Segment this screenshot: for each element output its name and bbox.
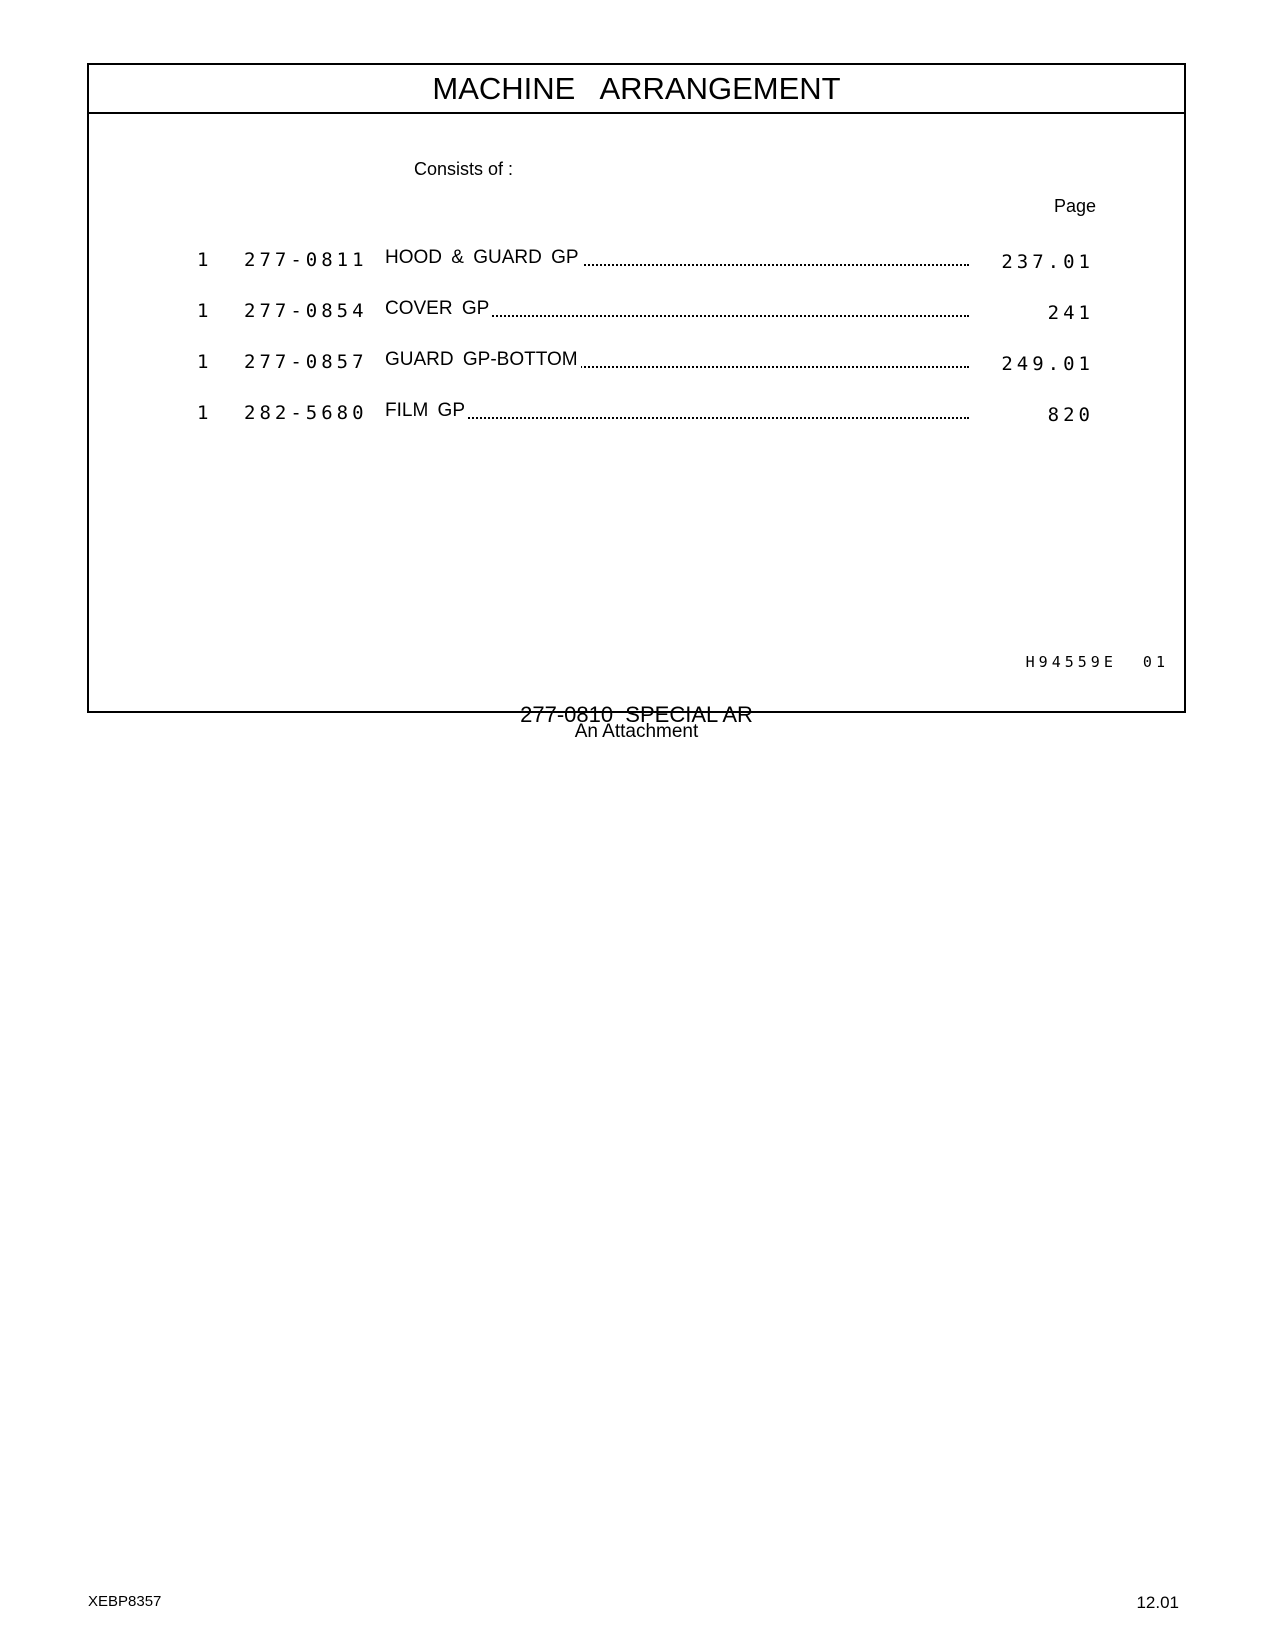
arrangement-frame [87,63,1186,713]
page-column-header: Page [1054,196,1097,216]
item-description-line [385,247,969,271]
item-part-number: 277-0857 [244,351,368,373]
item-qty: 1 [197,300,209,322]
caption-subtitle: An Attachment [574,721,699,742]
item-page-ref[interactable]: 820 [1047,404,1094,426]
item-part-number: 277-0811 [244,249,368,271]
item-qty: 1 [197,249,209,271]
consists-of-label: Consists of : [414,159,514,179]
item-page-ref[interactable]: 237.01 [1001,251,1094,273]
item-qty: 1 [197,402,209,424]
item-page-ref[interactable]: 241 [1047,302,1094,324]
item-description-line [385,298,969,322]
list-item [89,345,1184,375]
item-part-number: 282-5680 [244,402,368,424]
item-description: HOOD & GUARD GP [385,247,582,268]
list-item [89,243,1184,273]
page-title: MACHINE ARRANGEMENT [89,65,1184,114]
dot-leader [385,417,969,419]
item-part-number: 277-0854 [244,300,368,322]
item-page-ref[interactable]: 249.01 [1001,353,1094,375]
item-description: FILM GP [385,400,468,421]
item-description-line [385,349,969,373]
document-version: 12.01 [1136,1593,1179,1612]
illustration-code: H94559E 01 [1025,653,1169,671]
item-description: COVER GP [385,298,492,319]
list-item [89,396,1184,426]
item-description-line [385,400,969,424]
document-id: XEBP8357 [88,1593,162,1610]
item-description: GUARD GP-BOTTOM [385,349,581,370]
caption-title: 277-0810 SPECIAL AR [520,702,753,727]
item-qty: 1 [197,351,209,373]
list-item [89,294,1184,324]
